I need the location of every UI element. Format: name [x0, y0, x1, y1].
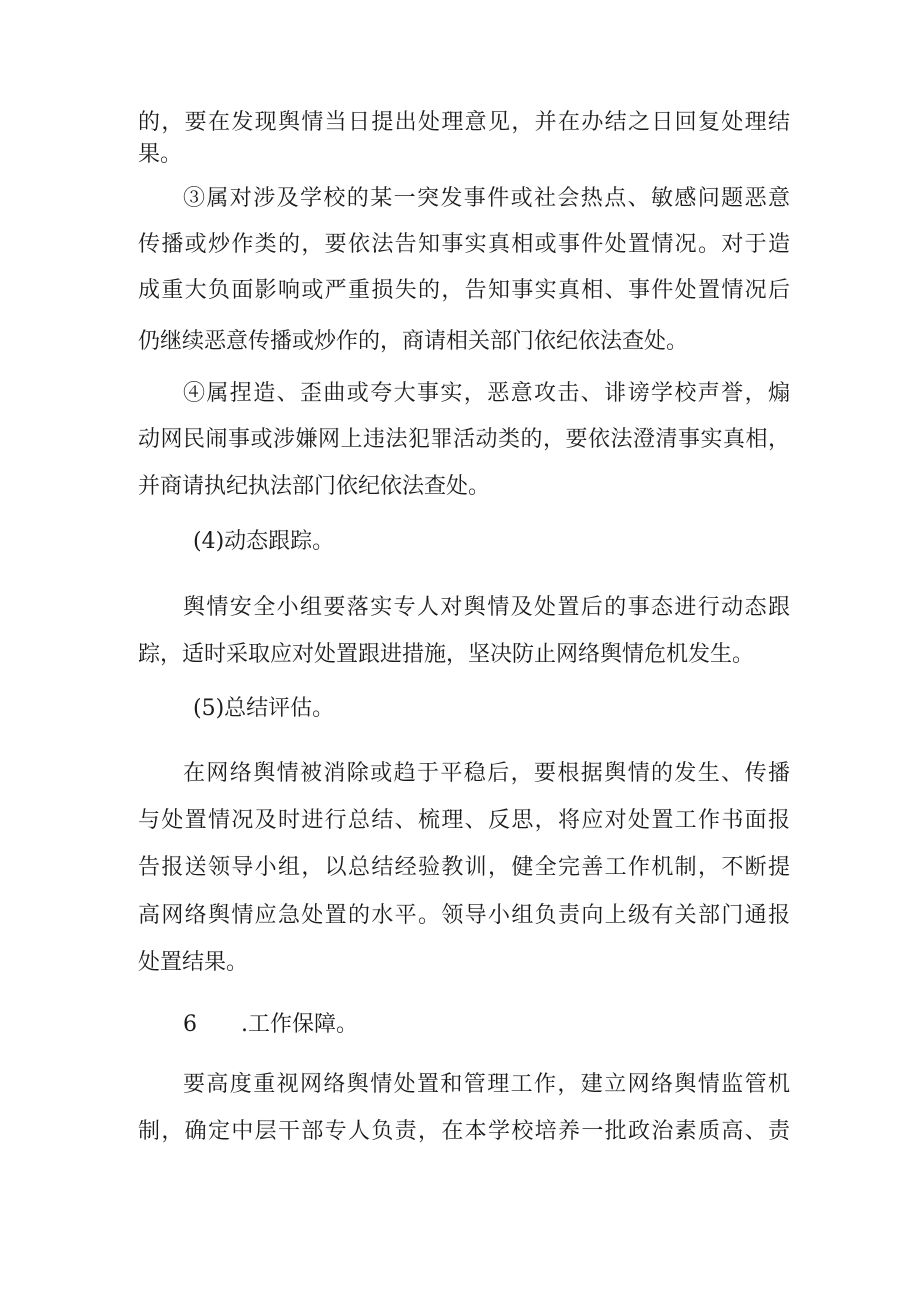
paragraph-line: 要高度重视网络舆情处置和管理工作，建立网络舆情监管机 — [183, 1072, 790, 1097]
paragraph-line: 与处置情况及时进行总结、梳理、反思，将应对处置工作书面报 — [138, 808, 790, 833]
paragraph-line: 处置结果。 — [138, 950, 249, 975]
paragraph-line: 高网络舆情应急处置的水平。领导小组负责向上级有关部门通报 — [138, 903, 790, 928]
section-heading: (4)动态跟踪。 — [193, 529, 335, 554]
paragraph-line: 成重大负面影响或严重损失的，告知事实真相、事件处置情况后 — [138, 278, 790, 303]
paragraph-line: 传播或炒作类的，要依法告知事实真相或事件处置情况。对于造 — [138, 232, 790, 257]
paragraph-line: 在网络舆情被消除或趋于平稳后，要根据舆情的发生、传播 — [183, 761, 790, 786]
paragraph-line: 动网民闹事或涉嫌网上违法犯罪活动类的，要依法澄清事实真相， — [138, 427, 790, 452]
paragraph-line: 制，确定中层干部专人负责，在本学校培养一批政治素质高、责 — [138, 1119, 790, 1144]
section-number: 6 — [183, 1012, 197, 1037]
paragraph-line: 的，要在发现舆情当日提出处理意见，并在办结之日回复处理结 — [138, 110, 790, 135]
paragraph-line: 仍继续恶意传播或炒作的，商请相关部门依纪依法查处。 — [138, 329, 689, 354]
paragraph-line: 告报送领导小组，以总结经验教训，健全完善工作机制，不断提 — [138, 855, 790, 880]
paragraph-line: 踪，适时采取应对处置跟进措施，坚决防止网络舆情危机发生。 — [138, 642, 755, 667]
paragraph-line: 果。 — [138, 142, 183, 167]
paragraph-line: ③属对涉及学校的某一突发事件或社会热点、敏感问题恶意 — [183, 186, 790, 211]
section-heading: .工作保障。 — [241, 1012, 358, 1037]
paragraph-line: 舆情安全小组要落实专人对舆情及处置后的事态进行动态跟 — [183, 595, 790, 620]
section-heading: (5)总结评估。 — [193, 696, 335, 721]
paragraph-line: ④属捏造、歪曲或夸大事实，恶意攻击、诽谤学校声誉，煽 — [183, 381, 790, 406]
paragraph-line: 并商请执纪执法部门依纪依法查处。 — [138, 474, 491, 499]
